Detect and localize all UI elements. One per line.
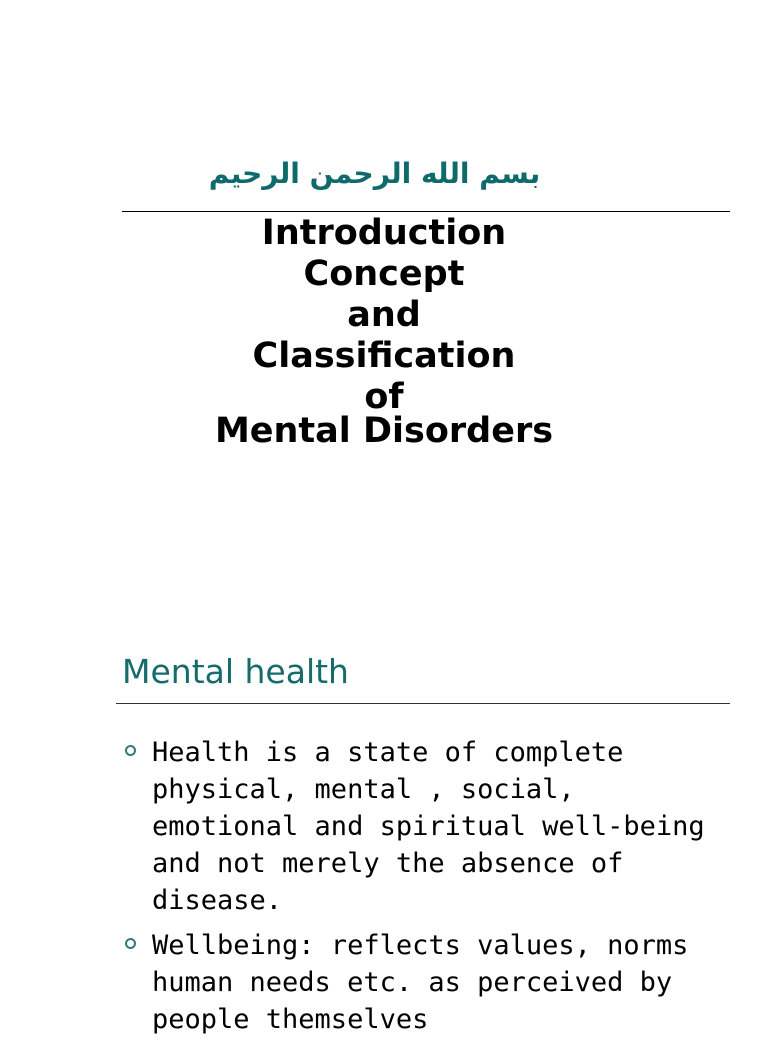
title-divider [122,211,730,212]
hollow-circle-bullet-icon [125,745,136,756]
basmala-text: بسم الله الرحمن الرحيم [208,157,541,190]
heading-divider [116,703,730,704]
list-item [122,927,722,1038]
title-line-mental-disorders: Mental Disorders [214,411,554,451]
title-line-concept: Concept [303,254,465,294]
list-item [122,734,722,919]
title-line-introduction: Introduction [261,213,507,253]
section-heading: Mental health [122,652,349,691]
slide-title-block [122,213,646,452]
bullet-text: Health is a state of complete physical, mental , social, emotional and spiritual well-being and not merely the absence of disease. [152,737,705,916]
hollow-circle-bullet-icon [125,938,136,949]
slide-title [0,0,768,512]
title-line-of: of [364,377,404,417]
bullet-text: Wellbeing: reflects values, norms human needs etc. as perceived by people themselves [152,930,689,1035]
title-line-classification: Classification [252,336,516,376]
title-line-and: and [347,295,421,335]
slide-mental-health [0,512,768,1035]
bullet-list [122,734,722,1046]
